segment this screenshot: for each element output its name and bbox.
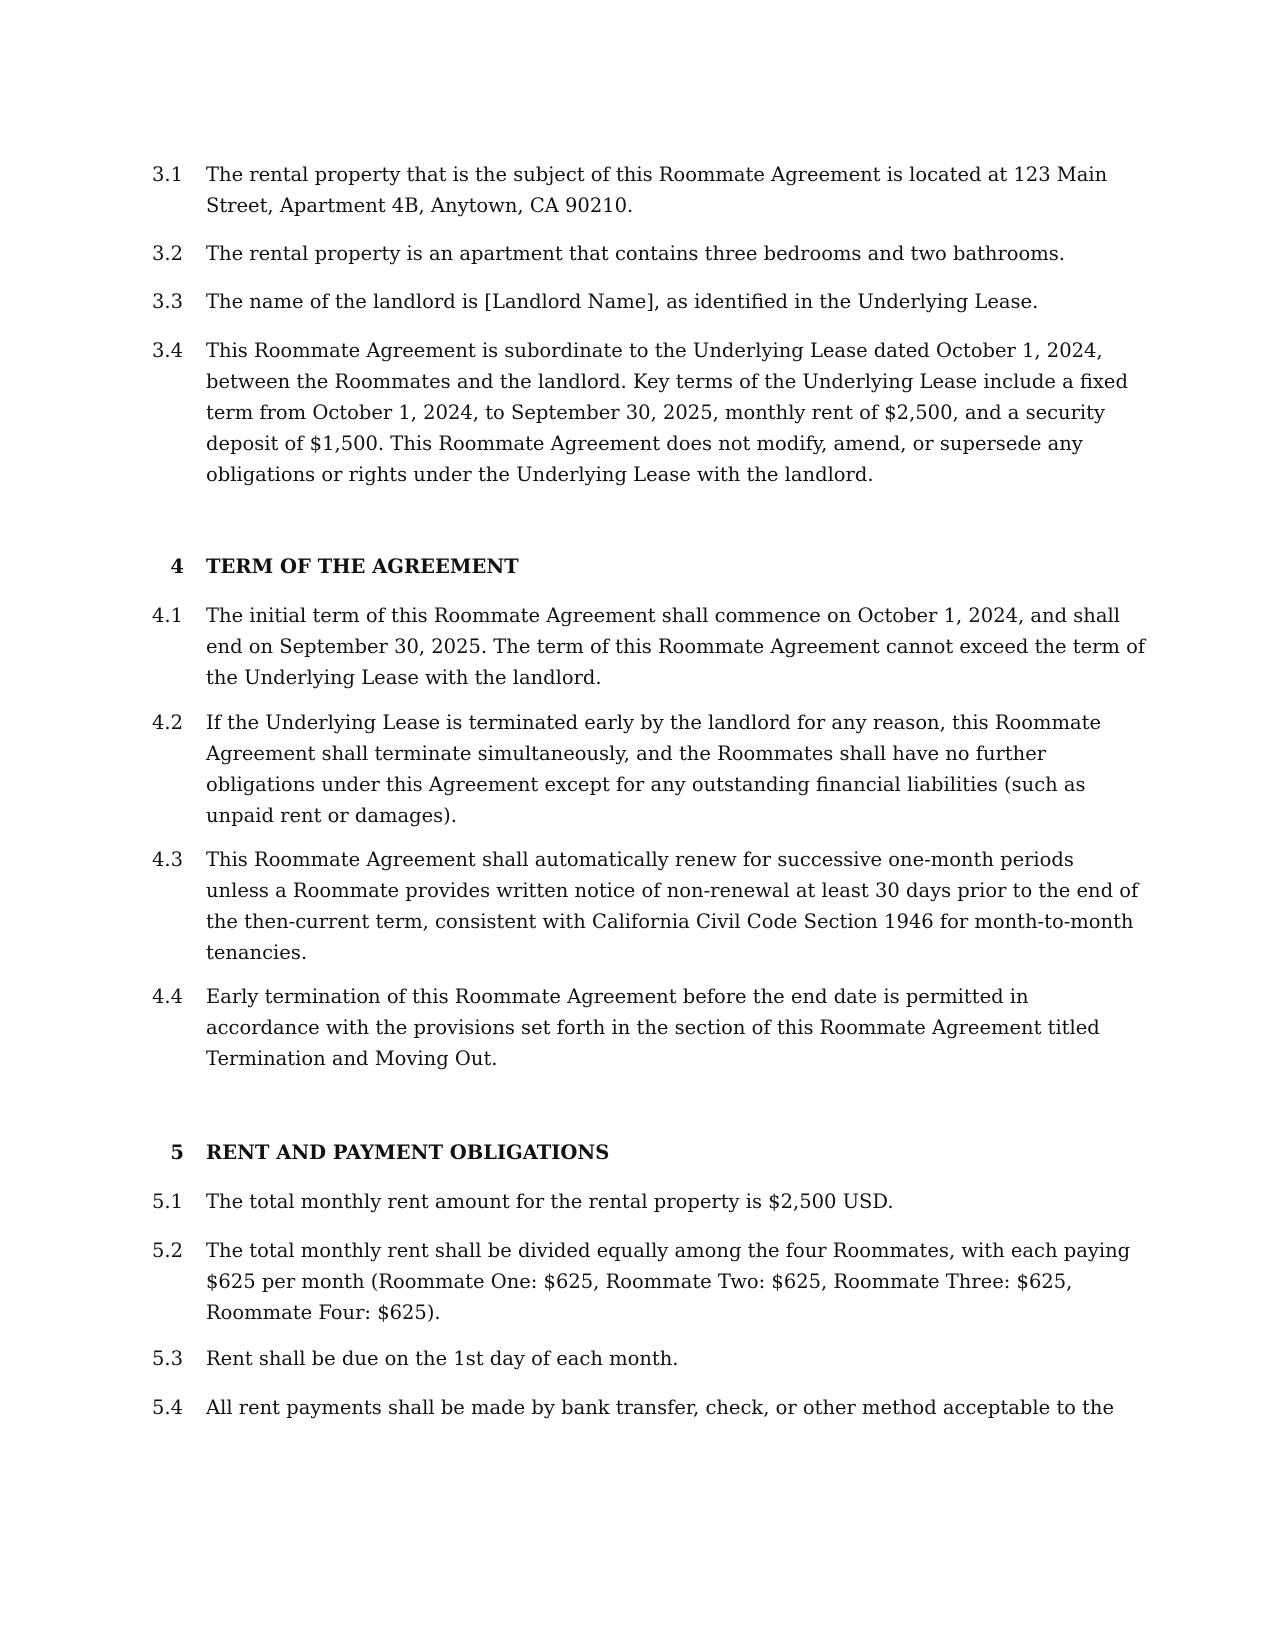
clause-number: 4.2 [152, 711, 184, 734]
text-line: Rent shall be due on the 1st day of each month. [206, 1347, 679, 1370]
clause-4-3 [152, 844, 1139, 968]
section-heading-4 [152, 551, 1132, 582]
section-title: RENT AND PAYMENT OBLIGATIONS [206, 1141, 610, 1164]
text-line: $625 per month (Roommate One: $625, Roommate Two: $625, Roommate Three: $625, [206, 1270, 1073, 1293]
clause-number: 5.3 [152, 1347, 184, 1370]
clause-text [206, 1343, 1128, 1374]
text-line: The initial term of this Roommate Agreement shall commence on October 1, 2024, and shall [206, 604, 1120, 627]
clause-5-3 [152, 1343, 1132, 1374]
text-line: obligations under this Agreement except for any outstanding financial liabilities (such as [206, 773, 1086, 796]
clause-5-1 [152, 1186, 1132, 1217]
clause-number: 3.4 [152, 339, 184, 362]
text-line: The rental property that is the subject of this Roommate Agreement is located at 123 Main [206, 163, 1108, 186]
clause-text [206, 335, 1128, 490]
text-line: Roommate Four: $625). [206, 1301, 441, 1324]
text-line: The rental property is an apartment that contains three bedrooms and two bathrooms. [206, 242, 1065, 265]
clause-text [206, 981, 1128, 1074]
text-line: deposit of $1,500. This Roommate Agreement does not modify, amend, or supersede any [206, 432, 1083, 455]
clause-4-1 [152, 600, 1146, 693]
text-line: This Roommate Agreement shall automatically renew for successive one-month periods [206, 848, 1074, 871]
text-line: Early termination of this Roommate Agreement before the end date is permitted in [206, 985, 1029, 1008]
text-line: This Roommate Agreement is subordinate to the Underlying Lease dated October 1, 2024, [206, 339, 1103, 362]
clause-3-3 [152, 286, 1132, 317]
clause-5-2 [152, 1235, 1132, 1328]
clause-3-1 [152, 159, 1132, 221]
text-line: Termination and Moving Out. [206, 1047, 498, 1070]
section-number: 5 [170, 1141, 184, 1164]
clause-number: 4.1 [152, 604, 184, 627]
text-line: Agreement shall terminate simultaneously, and the Roommates shall have no further [206, 742, 1047, 765]
clause-text [206, 1235, 1131, 1328]
clause-text [206, 844, 1139, 968]
text-line: All rent payments shall be made by bank transfer, check, or other method acceptable to the [206, 1396, 1115, 1419]
section-number: 4 [170, 555, 184, 578]
text-line: the Underlying Lease with the landlord. [206, 666, 602, 689]
text-line: term from October 1, 2024, to September 30, 2025, monthly rent of $2,500, and a security [206, 401, 1106, 424]
clause-text [206, 1186, 1128, 1217]
clause-4-4 [152, 981, 1132, 1074]
clause-text [206, 600, 1146, 693]
clause-number: 3.1 [152, 163, 184, 186]
clause-number: 3.2 [152, 242, 184, 265]
clause-number: 5.1 [152, 1190, 184, 1213]
section-title: TERM OF THE AGREEMENT [206, 555, 519, 578]
clause-number: 3.3 [152, 290, 184, 313]
clause-3-2 [152, 238, 1132, 269]
text-line: The total monthly rent shall be divided equally among the four Roommates, with each paying [206, 1239, 1131, 1262]
clause-text [206, 286, 1128, 317]
text-line: obligations or rights under the Underlying Lease with the landlord. [206, 463, 874, 486]
text-line: tenancies. [206, 941, 308, 964]
text-line: accordance with the provisions set forth in the section of this Roommate Agreement titled [206, 1016, 1100, 1039]
text-line: the then-current term, consistent with California Civil Code Section 1946 for month-to-month [206, 910, 1134, 933]
text-line: unpaid rent or damages). [206, 804, 457, 827]
text-line: between the Roommates and the landlord. Key terms of the Underlying Lease include a fixed [206, 370, 1128, 393]
text-line: end on September 30, 2025. The term of this Roommate Agreement cannot exceed the term of [206, 635, 1146, 658]
clause-text [206, 1392, 1128, 1423]
text-line: The total monthly rent amount for the rental property is $2,500 USD. [206, 1190, 894, 1213]
text-line: The name of the landlord is [Landlord Name], as identified in the Underlying Lease. [206, 290, 1039, 313]
text-line: If the Underlying Lease is terminated early by the landlord for any reason, this Roommate [206, 711, 1101, 734]
clause-number: 4.4 [152, 985, 184, 1008]
clause-text [206, 238, 1128, 269]
clause-5-4 [152, 1392, 1132, 1423]
clause-3-4 [152, 335, 1132, 490]
text-line: Street, Apartment 4B, Anytown, CA 90210. [206, 194, 634, 217]
text-line: unless a Roommate provides written notice of non-renewal at least 30 days prior to the end of [206, 879, 1139, 902]
clause-number: 5.4 [152, 1396, 184, 1419]
section-heading-5 [152, 1137, 1132, 1168]
clause-text [206, 707, 1128, 831]
clause-number: 4.3 [152, 848, 184, 871]
clause-number: 5.2 [152, 1239, 184, 1262]
clause-4-2 [152, 707, 1132, 831]
clause-text [206, 159, 1128, 221]
